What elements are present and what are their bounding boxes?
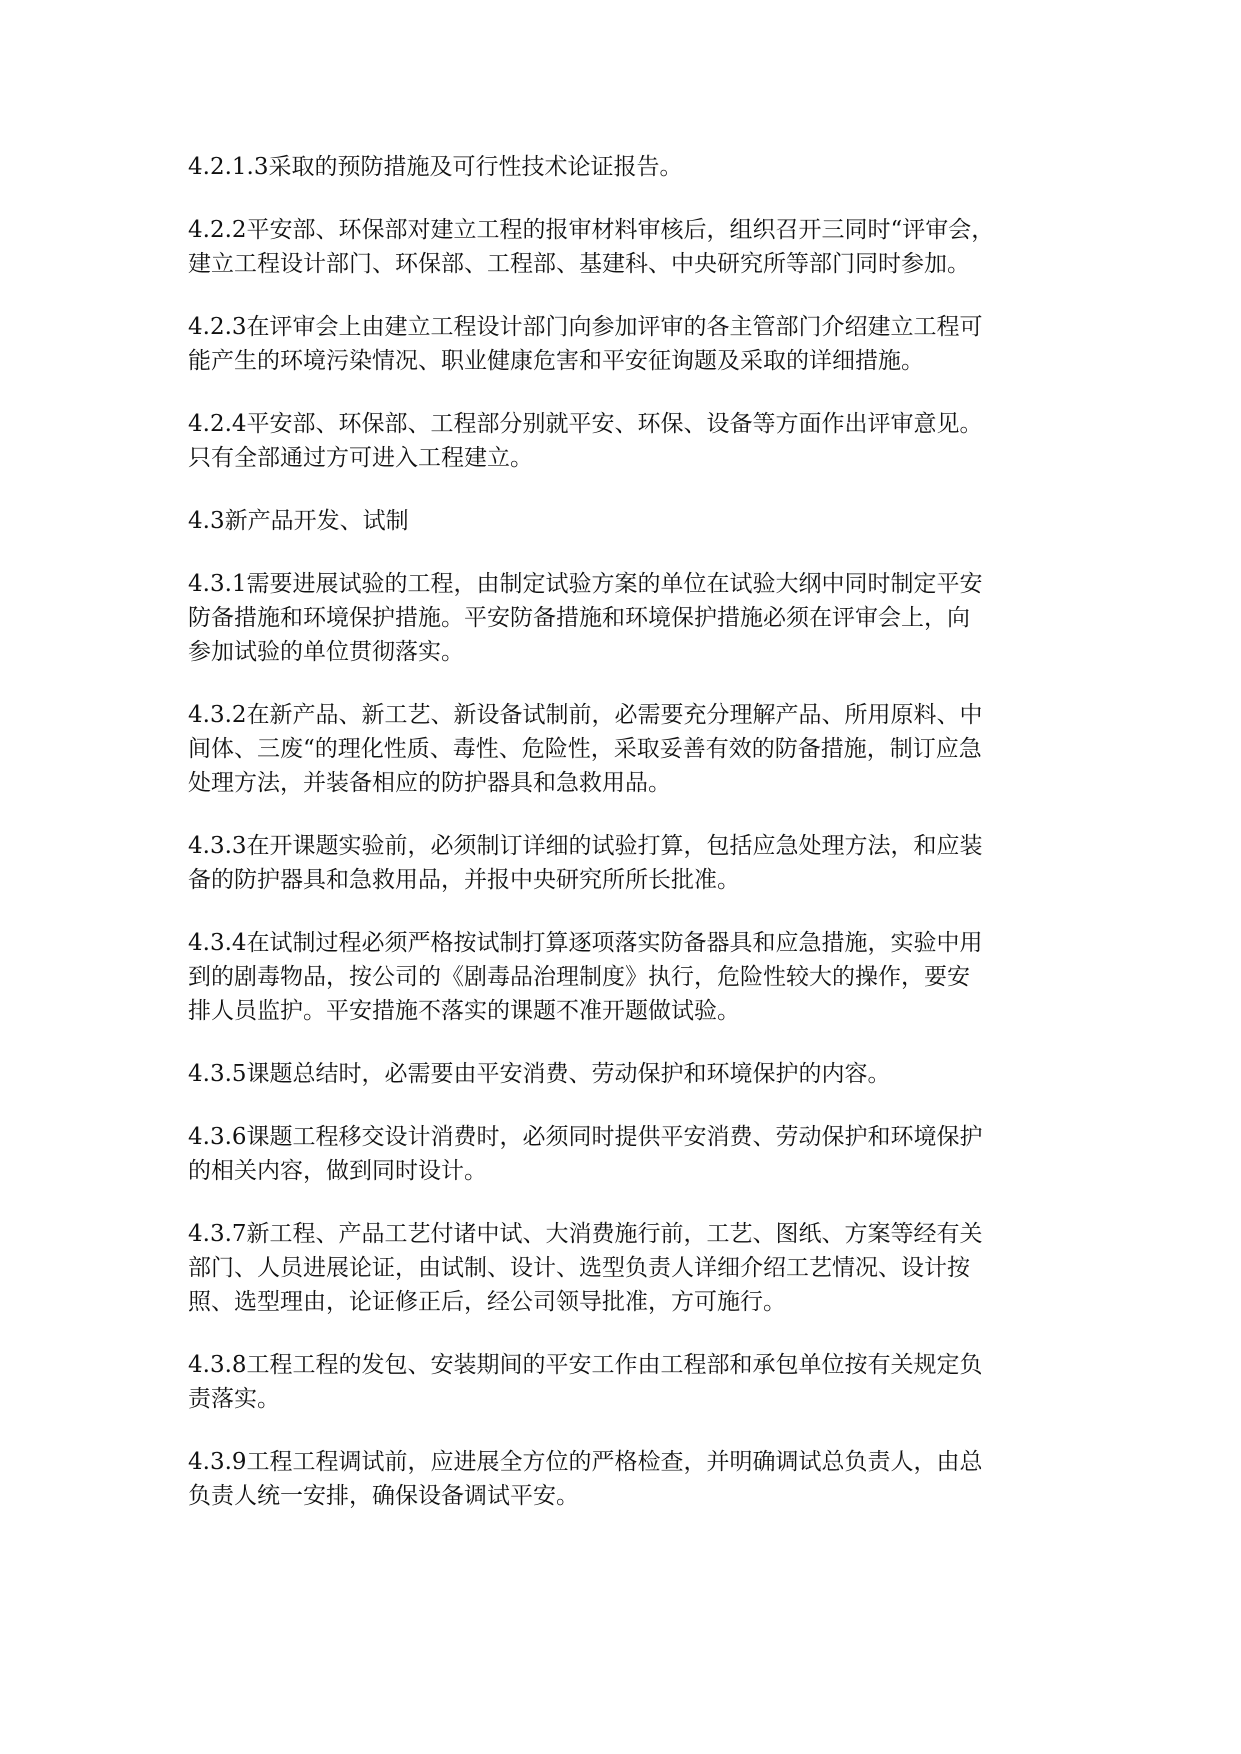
text-line: 处理方法，并装备相应的防护器具和急救用品。	[188, 770, 671, 796]
text-line: 4.2.3在评审会上由建立工程设计部门向参加评审的各主管部门介绍建立工程可	[188, 314, 983, 340]
text-line: 建立工程设计部门、环保部、工程部、基建科、中央研究所等部门同时参加。	[188, 251, 970, 277]
text-line: 负责人统一安排，确保设备调试平安。	[188, 1483, 579, 1509]
text-line: 4.3.4在试制过程必须严格按试制打算逐项落实防备器具和应急措施，实验中用	[188, 930, 983, 956]
paragraph-4-2-4	[188, 407, 1048, 475]
text-line: 4.3.1需要进展试验的工程，由制定试验方案的单位在试验大纲中同时制定平安	[188, 571, 983, 597]
paragraph-4-2-3	[188, 310, 1048, 378]
text-line: 4.2.1.3采取的预防措施及可行性技术论证报告。	[188, 154, 683, 180]
paragraph-4-3-1	[188, 567, 1048, 669]
text-line: 间体、三废“的理化性质、毒性、危险性，采取妥善有效的防备措施，制订应急	[188, 736, 982, 762]
text-line: 责落实。	[188, 1386, 280, 1412]
text-line: 照、选型理由，论证修正后，经公司领导批准，方可施行。	[188, 1289, 786, 1315]
paragraph-4-3-7	[188, 1217, 1048, 1319]
text-line: 排人员监护。平安措施不落实的课题不准开题做试验。	[188, 998, 740, 1024]
text-line: 4.2.4平安部、环保部、工程部分别就平安、环保、设备等方面作出评审意见。	[188, 411, 983, 437]
paragraph-4-2-2	[188, 213, 1048, 281]
text-line: 4.3.3在开课题实验前，必须制订详细的试验打算，包括应急处理方法，和应装	[188, 833, 983, 859]
text-line: 防备措施和环境保护措施。平安防备措施和环境保护措施必须在评审会上，向	[188, 605, 970, 631]
paragraph-4-2-1-3	[188, 150, 1048, 184]
text-line: 4.3.2在新产品、新工艺、新设备试制前，必需要充分理解产品、所用原料、中	[188, 702, 983, 728]
text-line: 备的防护器具和急救用品，并报中央研究所所长批准。	[188, 867, 740, 893]
text-line: 4.3.7新工程、产品工艺付诸中试、大消费施行前，工艺、图纸、方案等经有关	[188, 1221, 983, 1247]
paragraph-4-3-4	[188, 926, 1048, 1028]
paragraph-4-3-8	[188, 1348, 1048, 1416]
text-line: 参加试验的单位贯彻落实。	[188, 639, 464, 665]
text-line: 4.3新产品开发、试制	[188, 508, 409, 534]
paragraph-4-3-2	[188, 698, 1048, 800]
paragraph-4-3-3	[188, 829, 1048, 897]
paragraph-4-3-5	[188, 1057, 1048, 1091]
text-line: 的相关内容，做到同时设计。	[188, 1158, 487, 1184]
text-line: 4.2.2平安部、环保部对建立工程的报审材料审核后，组织召开三同时“评审会，	[188, 217, 995, 243]
text-line: 4.3.6课题工程移交设计消费时，必须同时提供平安消费、劳动保护和环境保护	[188, 1124, 983, 1150]
section-heading-4-3	[188, 504, 1048, 538]
text-line: 4.3.9工程工程调试前，应进展全方位的严格检查，并明确调试总负责人，由总	[188, 1449, 983, 1475]
text-line: 部门、人员进展论证，由试制、设计、选型负责人详细介绍工艺情况、设计按	[188, 1255, 970, 1281]
text-line: 到的剧毒物品，按公司的《剧毒品治理制度》执行，危险性较大的操作，要安	[188, 964, 970, 990]
text-line: 4.3.5课题总结时，必需要由平安消费、劳动保护和环境保护的内容。	[188, 1061, 891, 1087]
text-line: 4.3.8工程工程的发包、安装期间的平安工作由工程部和承包单位按有关规定负	[188, 1352, 983, 1378]
document-body	[188, 150, 1048, 1542]
paragraph-4-3-6	[188, 1120, 1048, 1188]
text-line: 能产生的环境污染情况、职业健康危害和平安征询题及采取的详细措施。	[188, 348, 924, 374]
text-line: 只有全部通过方可进入工程建立。	[188, 445, 533, 471]
paragraph-4-3-9	[188, 1445, 1048, 1513]
